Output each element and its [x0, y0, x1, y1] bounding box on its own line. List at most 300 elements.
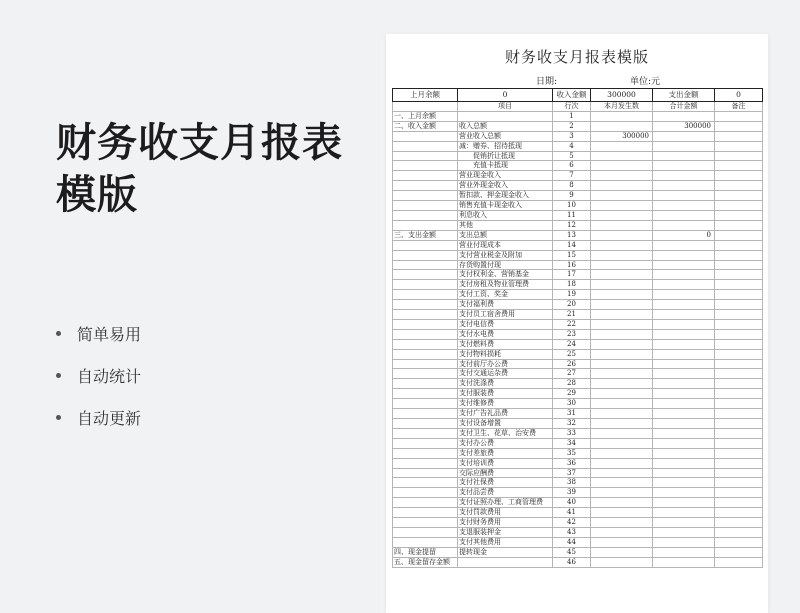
- item-cell[interactable]: 支付工资、奖金: [458, 290, 553, 300]
- item-cell[interactable]: 减：赠券、招待抵现: [458, 141, 553, 151]
- total-amount-cell[interactable]: [653, 201, 715, 211]
- total-amount-cell[interactable]: [653, 389, 715, 399]
- item-cell[interactable]: 支付前厅办公费: [458, 359, 553, 369]
- total-amount-cell[interactable]: [653, 399, 715, 409]
- total-amount-cell[interactable]: [653, 448, 715, 458]
- total-amount-cell[interactable]: [653, 379, 715, 389]
- note-cell[interactable]: [715, 518, 763, 528]
- row-number-cell[interactable]: 20: [553, 300, 591, 310]
- item-cell[interactable]: 支出总额: [458, 230, 553, 240]
- total-amount-cell[interactable]: [653, 240, 715, 250]
- note-cell[interactable]: [715, 438, 763, 448]
- section-cell[interactable]: [393, 389, 458, 399]
- table-row: [393, 220, 763, 230]
- item-cell[interactable]: 支付社保费: [458, 478, 553, 488]
- item-cell[interactable]: 支付广告礼品费: [458, 409, 553, 419]
- total-amount-cell[interactable]: [653, 537, 715, 547]
- section-cell[interactable]: [393, 220, 458, 230]
- row-number-cell[interactable]: 43: [553, 527, 591, 537]
- section-cell[interactable]: [393, 290, 458, 300]
- monthly-amount-cell[interactable]: [591, 537, 653, 547]
- row-number-cell[interactable]: 17: [553, 270, 591, 280]
- total-amount-cell[interactable]: [653, 409, 715, 419]
- table-row: [393, 399, 763, 409]
- total-amount-cell[interactable]: [653, 438, 715, 448]
- item-cell[interactable]: 销售充值卡现金收入: [458, 201, 553, 211]
- item-cell[interactable]: 暂扣款、押金现金收入: [458, 191, 553, 201]
- row-number-cell[interactable]: 23: [553, 329, 591, 339]
- item-cell[interactable]: 支付办公费: [458, 438, 553, 448]
- item-cell[interactable]: 支付水电费: [458, 329, 553, 339]
- total-amount-cell[interactable]: [653, 310, 715, 320]
- monthly-amount-cell[interactable]: [591, 161, 653, 171]
- row-number-cell[interactable]: 4: [553, 141, 591, 151]
- monthly-amount-cell[interactable]: [591, 369, 653, 379]
- row-number-cell[interactable]: 41: [553, 508, 591, 518]
- note-cell[interactable]: [715, 448, 763, 458]
- section-cell[interactable]: [393, 369, 458, 379]
- table-row: [393, 458, 763, 468]
- item-cell[interactable]: 支付证照办理、工商管理费: [458, 498, 553, 508]
- section-cell[interactable]: 三、支出金额: [393, 230, 458, 240]
- row-number-cell[interactable]: 11: [553, 210, 591, 220]
- item-cell[interactable]: 利息收入: [458, 210, 553, 220]
- note-cell[interactable]: [715, 359, 763, 369]
- row-number-cell[interactable]: 8: [553, 181, 591, 191]
- note-cell[interactable]: [715, 240, 763, 250]
- table-row: [393, 171, 763, 181]
- row-number-cell[interactable]: 46: [553, 557, 591, 567]
- note-cell[interactable]: [715, 260, 763, 270]
- note-cell[interactable]: [715, 220, 763, 230]
- total-amount-cell[interactable]: [653, 171, 715, 181]
- table-row: [393, 191, 763, 201]
- row-number-cell[interactable]: 37: [553, 468, 591, 478]
- monthly-amount-cell[interactable]: [591, 527, 653, 537]
- monthly-amount-cell[interactable]: [591, 280, 653, 290]
- section-cell[interactable]: [393, 201, 458, 211]
- monthly-amount-cell[interactable]: [591, 428, 653, 438]
- table-row: [393, 518, 763, 528]
- row-number-cell[interactable]: 16: [553, 260, 591, 270]
- section-cell[interactable]: 一、上月余额: [393, 111, 458, 121]
- item-cell[interactable]: 营业外现金收入: [458, 181, 553, 191]
- total-amount-cell[interactable]: [653, 270, 715, 280]
- note-cell[interactable]: [715, 349, 763, 359]
- row-number-cell[interactable]: 22: [553, 319, 591, 329]
- note-cell[interactable]: [715, 339, 763, 349]
- monthly-amount-cell[interactable]: [591, 250, 653, 260]
- row-number-cell[interactable]: 32: [553, 419, 591, 429]
- note-cell[interactable]: [715, 428, 763, 438]
- item-cell[interactable]: 支付交通运杂费: [458, 369, 553, 379]
- total-amount-cell[interactable]: [653, 319, 715, 329]
- row-number-cell[interactable]: 26: [553, 359, 591, 369]
- monthly-amount-cell[interactable]: [591, 547, 653, 557]
- table-row: [393, 111, 763, 121]
- item-cell[interactable]: 营业现金收入: [458, 171, 553, 181]
- row-number-cell[interactable]: 42: [553, 518, 591, 528]
- table-row: [393, 131, 763, 141]
- item-cell[interactable]: 充值卡抵现: [458, 161, 553, 171]
- row-number-cell[interactable]: 9: [553, 191, 591, 201]
- section-cell[interactable]: 二、收入金额: [393, 121, 458, 131]
- row-number-cell[interactable]: 12: [553, 220, 591, 230]
- section-cell[interactable]: [393, 537, 458, 547]
- row-number-cell[interactable]: 38: [553, 478, 591, 488]
- monthly-amount-cell[interactable]: [591, 290, 653, 300]
- note-cell[interactable]: [715, 230, 763, 240]
- monthly-amount-cell[interactable]: [591, 141, 653, 151]
- note-cell[interactable]: [715, 369, 763, 379]
- total-amount-cell[interactable]: [653, 191, 715, 201]
- row-number-cell[interactable]: 45: [553, 547, 591, 557]
- item-cell[interactable]: 促销折让抵现: [458, 151, 553, 161]
- monthly-amount-cell[interactable]: [591, 508, 653, 518]
- section-cell[interactable]: [393, 448, 458, 458]
- total-amount-cell[interactable]: [653, 210, 715, 220]
- total-amount-cell[interactable]: [653, 359, 715, 369]
- item-cell[interactable]: 支付物料损耗: [458, 349, 553, 359]
- section-cell[interactable]: [393, 478, 458, 488]
- monthly-amount-cell[interactable]: [591, 498, 653, 508]
- note-cell[interactable]: [715, 379, 763, 389]
- note-cell[interactable]: [715, 488, 763, 498]
- note-cell[interactable]: [715, 300, 763, 310]
- note-cell[interactable]: [715, 141, 763, 151]
- note-cell[interactable]: [715, 419, 763, 429]
- total-amount-cell[interactable]: [653, 329, 715, 339]
- monthly-amount-cell[interactable]: [591, 389, 653, 399]
- note-cell[interactable]: [715, 399, 763, 409]
- section-cell[interactable]: [393, 210, 458, 220]
- item-cell[interactable]: 支付洗涤费: [458, 379, 553, 389]
- section-cell[interactable]: [393, 319, 458, 329]
- section-cell[interactable]: [393, 131, 458, 141]
- monthly-amount-cell[interactable]: 300000: [591, 131, 653, 141]
- item-cell[interactable]: 支付燃料费: [458, 339, 553, 349]
- section-cell[interactable]: [393, 329, 458, 339]
- item-cell[interactable]: 支付其他费用: [458, 537, 553, 547]
- monthly-amount-cell[interactable]: [591, 121, 653, 131]
- monthly-amount-cell[interactable]: [591, 478, 653, 488]
- section-cell[interactable]: [393, 468, 458, 478]
- item-cell[interactable]: 支付员工宿舍费用: [458, 310, 553, 320]
- item-cell[interactable]: 支付差旅费: [458, 448, 553, 458]
- monthly-amount-cell[interactable]: [591, 349, 653, 359]
- item-cell[interactable]: 营业收入总额: [458, 131, 553, 141]
- monthly-amount-cell[interactable]: [591, 329, 653, 339]
- row-number-cell[interactable]: 21: [553, 310, 591, 320]
- note-cell[interactable]: [715, 468, 763, 478]
- total-amount-cell[interactable]: 300000: [653, 121, 715, 131]
- monthly-amount-cell[interactable]: [591, 300, 653, 310]
- section-cell[interactable]: [393, 270, 458, 280]
- note-cell[interactable]: [715, 290, 763, 300]
- section-cell[interactable]: [393, 379, 458, 389]
- monthly-amount-cell[interactable]: [591, 319, 653, 329]
- monthly-amount-cell[interactable]: [591, 310, 653, 320]
- row-number-cell[interactable]: 40: [553, 498, 591, 508]
- section-cell[interactable]: 四、现金提留: [393, 547, 458, 557]
- item-cell[interactable]: 支付设备增置: [458, 419, 553, 429]
- row-number-cell[interactable]: 34: [553, 438, 591, 448]
- monthly-amount-cell[interactable]: [591, 210, 653, 220]
- promo-title: 财务收支月报表模版: [56, 120, 343, 218]
- monthly-amount-cell[interactable]: [591, 359, 653, 369]
- monthly-amount-cell[interactable]: [591, 458, 653, 468]
- note-cell[interactable]: [715, 557, 763, 567]
- total-amount-cell[interactable]: [653, 547, 715, 557]
- total-amount-cell[interactable]: [653, 300, 715, 310]
- section-cell[interactable]: [393, 280, 458, 290]
- section-cell[interactable]: [393, 141, 458, 151]
- row-number-cell[interactable]: 13: [553, 230, 591, 240]
- monthly-amount-cell[interactable]: [591, 201, 653, 211]
- section-cell[interactable]: [393, 399, 458, 409]
- section-cell[interactable]: [393, 310, 458, 320]
- total-amount-cell[interactable]: [653, 419, 715, 429]
- total-amount-cell[interactable]: [653, 339, 715, 349]
- section-cell[interactable]: [393, 260, 458, 270]
- section-cell[interactable]: [393, 458, 458, 468]
- total-amount-cell[interactable]: [653, 498, 715, 508]
- item-cell[interactable]: 支付福利费: [458, 300, 553, 310]
- table-row: [393, 359, 763, 369]
- section-cell[interactable]: [393, 151, 458, 161]
- total-amount-cell[interactable]: [653, 290, 715, 300]
- sheet-title: 财务收支月报表模版: [504, 48, 649, 66]
- item-cell[interactable]: 支付罚款费用: [458, 508, 553, 518]
- section-cell[interactable]: [393, 250, 458, 260]
- note-cell[interactable]: [715, 161, 763, 171]
- table-row: [393, 547, 763, 557]
- monthly-amount-cell[interactable]: [591, 181, 653, 191]
- header-cell-note: 备注: [715, 102, 763, 112]
- monthly-amount-cell[interactable]: [591, 419, 653, 429]
- row-number-cell[interactable]: 27: [553, 369, 591, 379]
- total-amount-cell[interactable]: [653, 280, 715, 290]
- row-number-cell[interactable]: 25: [553, 349, 591, 359]
- monthly-amount-cell[interactable]: [591, 151, 653, 161]
- total-amount-cell[interactable]: [653, 369, 715, 379]
- row-number-cell[interactable]: 7: [553, 171, 591, 181]
- table-row: [393, 161, 763, 171]
- row-number-cell[interactable]: 15: [553, 250, 591, 260]
- row-number-cell[interactable]: 6: [553, 161, 591, 171]
- monthly-amount-cell[interactable]: [591, 399, 653, 409]
- note-cell[interactable]: [715, 409, 763, 419]
- item-cell[interactable]: 支付培训费: [458, 458, 553, 468]
- total-amount-cell[interactable]: [653, 131, 715, 141]
- section-cell[interactable]: [393, 300, 458, 310]
- section-cell[interactable]: [393, 438, 458, 448]
- monthly-amount-cell[interactable]: [591, 518, 653, 528]
- section-cell[interactable]: [393, 527, 458, 537]
- row-number-cell[interactable]: 2: [553, 121, 591, 131]
- section-cell[interactable]: [393, 508, 458, 518]
- section-cell[interactable]: [393, 171, 458, 181]
- note-cell[interactable]: [715, 280, 763, 290]
- note-cell[interactable]: [715, 171, 763, 181]
- note-cell[interactable]: [715, 151, 763, 161]
- row-number-cell[interactable]: 19: [553, 290, 591, 300]
- row-number-cell[interactable]: 29: [553, 389, 591, 399]
- monthly-amount-cell[interactable]: [591, 240, 653, 250]
- section-cell[interactable]: [393, 191, 458, 201]
- total-amount-cell[interactable]: [653, 141, 715, 151]
- monthly-amount-cell[interactable]: [591, 448, 653, 458]
- item-cell[interactable]: 支付财务费用: [458, 518, 553, 528]
- note-cell[interactable]: [715, 121, 763, 131]
- summary-row: [393, 89, 763, 102]
- note-cell[interactable]: [715, 319, 763, 329]
- note-cell[interactable]: [715, 547, 763, 557]
- monthly-amount-cell[interactable]: [591, 191, 653, 201]
- total-amount-cell[interactable]: [653, 508, 715, 518]
- monthly-amount-cell[interactable]: [591, 111, 653, 121]
- item-cell[interactable]: 支付卫生、花草、治安费: [458, 428, 553, 438]
- monthly-amount-cell[interactable]: [591, 339, 653, 349]
- monthly-amount-cell[interactable]: [591, 171, 653, 181]
- section-cell[interactable]: [393, 181, 458, 191]
- note-cell[interactable]: [715, 250, 763, 260]
- total-amount-cell[interactable]: [653, 428, 715, 438]
- monthly-amount-cell[interactable]: [591, 379, 653, 389]
- income-label: 收入金额: [553, 89, 591, 102]
- note-cell[interactable]: [715, 310, 763, 320]
- section-cell[interactable]: [393, 419, 458, 429]
- total-amount-cell[interactable]: [653, 250, 715, 260]
- income-value[interactable]: 300000: [591, 89, 653, 102]
- row-number-cell[interactable]: 5: [553, 151, 591, 161]
- section-cell[interactable]: [393, 161, 458, 171]
- row-number-cell[interactable]: 44: [553, 537, 591, 547]
- item-cell[interactable]: 支退服装押金: [458, 527, 553, 537]
- note-cell[interactable]: [715, 508, 763, 518]
- item-cell[interactable]: 提转现金: [458, 547, 553, 557]
- item-cell[interactable]: 交际应酬费: [458, 468, 553, 478]
- total-amount-cell[interactable]: [653, 220, 715, 230]
- monthly-amount-cell[interactable]: [591, 438, 653, 448]
- note-cell[interactable]: [715, 210, 763, 220]
- item-cell[interactable]: 收入总额: [458, 121, 553, 131]
- note-cell[interactable]: [715, 389, 763, 399]
- section-cell[interactable]: [393, 359, 458, 369]
- monthly-amount-cell[interactable]: [591, 468, 653, 478]
- note-cell[interactable]: [715, 111, 763, 121]
- section-cell[interactable]: [393, 428, 458, 438]
- total-amount-cell[interactable]: [653, 527, 715, 537]
- total-amount-cell[interactable]: [653, 468, 715, 478]
- total-amount-cell[interactable]: [653, 181, 715, 191]
- item-cell[interactable]: [458, 557, 553, 567]
- table-row: [393, 230, 763, 240]
- monthly-amount-cell[interactable]: [591, 270, 653, 280]
- row-number-cell[interactable]: 36: [553, 458, 591, 468]
- section-cell[interactable]: 五、现金留存金额: [393, 557, 458, 567]
- item-cell[interactable]: 支付品尝费: [458, 488, 553, 498]
- note-cell[interactable]: [715, 270, 763, 280]
- total-amount-cell[interactable]: [653, 557, 715, 567]
- section-cell[interactable]: [393, 240, 458, 250]
- expense-value[interactable]: 0: [715, 89, 763, 102]
- monthly-amount-cell[interactable]: [591, 557, 653, 567]
- monthly-amount-cell[interactable]: [591, 230, 653, 240]
- row-number-cell[interactable]: 28: [553, 379, 591, 389]
- bullet-icon: [56, 415, 61, 420]
- total-amount-cell[interactable]: [653, 518, 715, 528]
- note-cell[interactable]: [715, 181, 763, 191]
- note-cell[interactable]: [715, 478, 763, 488]
- note-cell[interactable]: [715, 527, 763, 537]
- row-number-cell[interactable]: 35: [553, 448, 591, 458]
- note-cell[interactable]: [715, 131, 763, 141]
- section-cell[interactable]: [393, 349, 458, 359]
- table-row: [393, 409, 763, 419]
- row-number-cell[interactable]: 31: [553, 409, 591, 419]
- row-number-cell[interactable]: 33: [553, 428, 591, 438]
- row-number-cell[interactable]: 30: [553, 399, 591, 409]
- item-cell[interactable]: 存货购置付现: [458, 260, 553, 270]
- item-cell[interactable]: 营业付现成本: [458, 240, 553, 250]
- note-cell[interactable]: [715, 329, 763, 339]
- total-amount-cell[interactable]: 0: [653, 230, 715, 240]
- monthly-amount-cell[interactable]: [591, 260, 653, 270]
- item-cell[interactable]: 支付维修费: [458, 399, 553, 409]
- row-number-cell[interactable]: 10: [553, 201, 591, 211]
- header-row: [393, 102, 763, 112]
- total-amount-cell[interactable]: [653, 458, 715, 468]
- row-number-cell[interactable]: 18: [553, 280, 591, 290]
- prev-balance-value[interactable]: 0: [458, 89, 553, 102]
- total-amount-cell[interactable]: [653, 478, 715, 488]
- monthly-amount-cell[interactable]: [591, 220, 653, 230]
- feature-item: [56, 312, 141, 354]
- note-cell[interactable]: [715, 191, 763, 201]
- total-amount-cell[interactable]: [653, 349, 715, 359]
- row-number-cell[interactable]: 1: [553, 111, 591, 121]
- total-amount-cell[interactable]: [653, 111, 715, 121]
- section-cell[interactable]: [393, 488, 458, 498]
- note-cell[interactable]: [715, 201, 763, 211]
- section-cell[interactable]: [393, 409, 458, 419]
- total-amount-cell[interactable]: [653, 151, 715, 161]
- monthly-amount-cell[interactable]: [591, 409, 653, 419]
- item-cell[interactable]: 支付营业税金及附加: [458, 250, 553, 260]
- item-cell[interactable]: [458, 111, 553, 121]
- row-number-cell[interactable]: 39: [553, 488, 591, 498]
- section-cell[interactable]: [393, 518, 458, 528]
- row-number-cell[interactable]: 14: [553, 240, 591, 250]
- total-amount-cell[interactable]: [653, 161, 715, 171]
- total-amount-cell[interactable]: [653, 260, 715, 270]
- monthly-amount-cell[interactable]: [591, 488, 653, 498]
- note-cell[interactable]: [715, 498, 763, 508]
- item-cell[interactable]: 其他: [458, 220, 553, 230]
- item-cell[interactable]: 支付权利金、营销基金: [458, 270, 553, 280]
- row-number-cell[interactable]: 3: [553, 131, 591, 141]
- note-cell[interactable]: [715, 537, 763, 547]
- total-amount-cell[interactable]: [653, 488, 715, 498]
- item-cell[interactable]: 支付服装费: [458, 389, 553, 399]
- item-cell[interactable]: 支付房租及物业管理费: [458, 280, 553, 290]
- note-cell[interactable]: [715, 458, 763, 468]
- section-cell[interactable]: [393, 339, 458, 349]
- section-cell[interactable]: [393, 498, 458, 508]
- row-number-cell[interactable]: 24: [553, 339, 591, 349]
- item-cell[interactable]: 支付电信费: [458, 319, 553, 329]
